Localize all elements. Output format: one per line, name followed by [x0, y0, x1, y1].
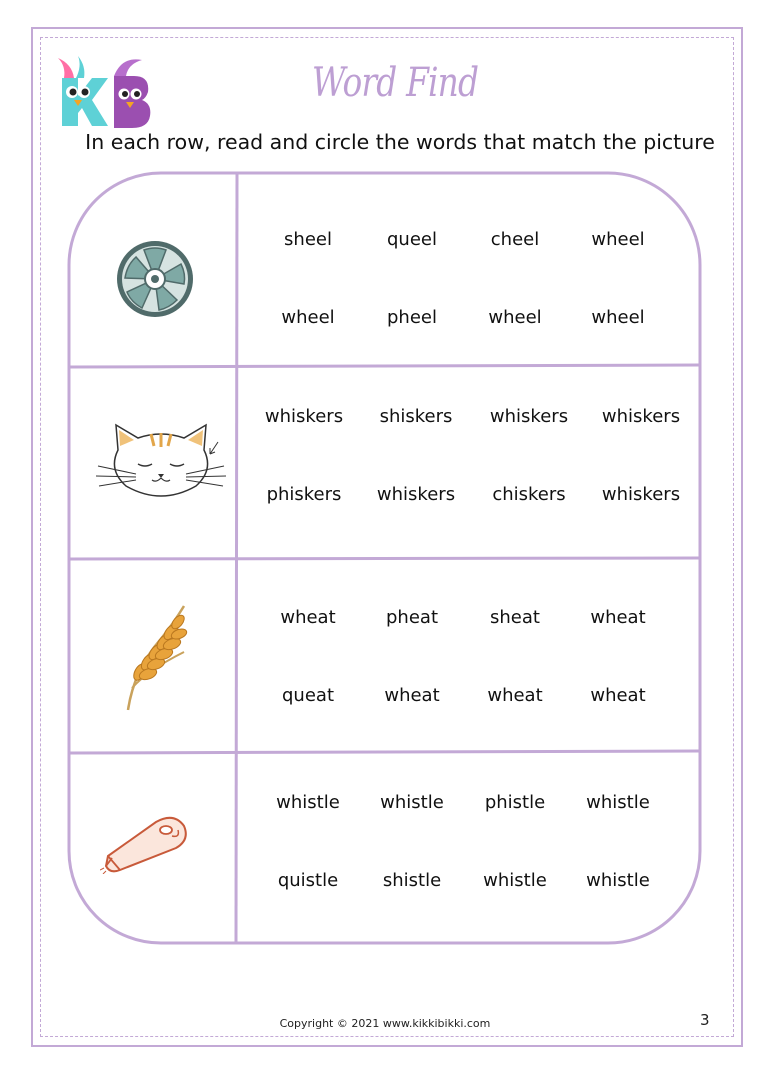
word-cell[interactable]: shiskers — [379, 406, 453, 427]
word-cell[interactable]: quistle — [277, 870, 339, 891]
cat-whiskers-icon — [96, 420, 226, 502]
word-cell[interactable]: phiskers — [266, 484, 342, 505]
word-cell[interactable]: whiskers — [601, 484, 681, 505]
word-cell[interactable]: wheat — [590, 685, 646, 706]
word-cell[interactable]: pheat — [386, 607, 438, 628]
word-cell[interactable]: cheel — [490, 229, 540, 250]
wheel-icon — [114, 238, 196, 320]
whistle-icon — [100, 808, 192, 874]
word-cell[interactable]: whiskers — [601, 406, 681, 427]
word-cell[interactable]: whistle — [586, 792, 650, 813]
word-cell[interactable]: whistle — [276, 792, 340, 813]
word-cell[interactable]: wheel — [591, 307, 645, 328]
word-cell[interactable]: wheel — [591, 229, 645, 250]
word-cell[interactable]: queat — [282, 685, 334, 706]
instructions: In each row, read and circle the words that match the picture — [85, 130, 715, 154]
word-cell[interactable]: whiskers — [264, 406, 344, 427]
word-cell[interactable]: shistle — [382, 870, 442, 891]
word-cell[interactable]: pheel — [387, 307, 437, 328]
word-cell[interactable]: wheat — [280, 607, 336, 628]
word-cell[interactable]: whistle — [380, 792, 444, 813]
word-cell[interactable]: queel — [387, 229, 437, 250]
word-cell[interactable]: whiskers — [489, 406, 569, 427]
word-cell[interactable]: whistle — [483, 870, 547, 891]
word-cell[interactable]: wheat — [590, 607, 646, 628]
word-cell[interactable]: wheat — [384, 685, 440, 706]
word-cell[interactable]: whiskers — [376, 484, 456, 505]
word-cell[interactable]: sheel — [284, 229, 332, 250]
copyright-footer: Copyright © 2021 www.kikkibikki.com — [279, 1017, 491, 1030]
word-cell[interactable]: whistle — [586, 870, 650, 891]
wheat-icon — [118, 600, 190, 712]
page-title: Word Find — [311, 60, 479, 106]
word-cell[interactable]: chiskers — [492, 484, 566, 505]
word-cell[interactable]: wheat — [487, 685, 543, 706]
word-cell[interactable]: sheat — [490, 607, 540, 628]
word-cell[interactable]: phistle — [484, 792, 546, 813]
word-cell[interactable]: wheel — [488, 307, 542, 328]
word-cell[interactable]: wheel — [281, 307, 335, 328]
page-number: 3 — [700, 1011, 710, 1029]
